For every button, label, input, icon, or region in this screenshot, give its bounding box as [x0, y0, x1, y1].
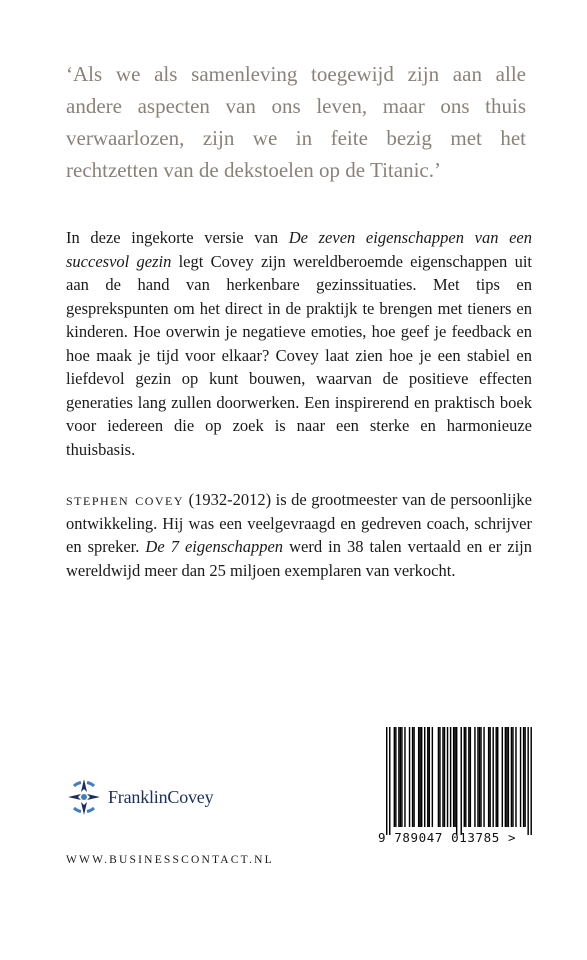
- barcode-bar: [474, 727, 475, 827]
- barcode-quiet-zone-mark: >: [508, 830, 517, 845]
- barcode-bar: [502, 727, 503, 827]
- barcode-bar: [404, 727, 405, 827]
- barcode-bar: [511, 727, 512, 827]
- barcode-bar: [488, 727, 489, 827]
- barcode-bar: [492, 727, 493, 827]
- barcode-bar: [465, 727, 466, 827]
- barcode-bar: [453, 727, 454, 827]
- website-url: WWW.BUSINESSCONTACT.NL: [66, 854, 274, 866]
- barcode-bar: [508, 727, 509, 827]
- barcode-bar: [523, 727, 524, 827]
- back-cover-quote: ‘Als we als samenleving toegewijd zijn aan alle andere aspecten van ons leven, maar ons thuis verwaarlozen, zijn we in feite bezig met het rechtzetten van de dekstoelen op de Titanic.’: [66, 62, 526, 182]
- barcode-image: [386, 727, 532, 845]
- barcode-bar: [418, 727, 419, 827]
- compass-icon: [66, 777, 102, 817]
- barcode-bar: [427, 727, 428, 827]
- barcode-bar: [439, 727, 440, 827]
- barcode-bar: [483, 727, 484, 827]
- barcode-bar: [456, 727, 457, 835]
- barcode-bar: [413, 727, 414, 827]
- barcode-bar: [421, 727, 422, 827]
- barcode-number: [378, 830, 544, 845]
- publisher-logo: [66, 775, 213, 819]
- author-name: stephen covey: [66, 490, 185, 509]
- author-bio-end: werd in 38 talen vertaald en er zijn wereldwijd meer dan 25 miljoen exemplaren van verkocht.: [66, 537, 532, 580]
- barcode-bar: [505, 727, 506, 827]
- barcode-bar: [479, 727, 480, 827]
- barcode-bar: [432, 727, 433, 827]
- barcode-bar: [419, 727, 420, 827]
- barcode-bar: [400, 727, 401, 827]
- description-text-start: In deze ingekorte versie van: [66, 228, 289, 247]
- barcode-bar: [480, 727, 481, 827]
- barcode-bar: [429, 727, 430, 827]
- barcode-bar: [497, 727, 498, 827]
- barcode-bar: [515, 727, 516, 827]
- barcode-bar: [424, 727, 425, 827]
- barcode-bar: [401, 727, 402, 827]
- barcode-bar: [447, 727, 448, 827]
- barcode-bar: [512, 727, 513, 827]
- barcode-bar: [386, 727, 387, 835]
- barcode-bar: [450, 727, 451, 827]
- barcode-bar: [468, 727, 469, 827]
- barcode-bar: [412, 727, 413, 827]
- barcode-bar: [442, 727, 443, 827]
- barcode-bar: [470, 727, 471, 827]
- author-book-title: De 7 eigenschappen: [145, 537, 284, 556]
- barcode-bar: [520, 727, 521, 827]
- barcode-bar: [524, 727, 525, 827]
- author-bio-start: (1932-2012) is de grootmeester van de persoonlijke ontwikkeling. Hij was een veelgevraagd en gedreven coach, schrijver en spreker.: [66, 490, 532, 556]
- barcode-bar: [438, 727, 439, 827]
- barcode-bar: [506, 727, 507, 827]
- barcode-bar: [489, 727, 490, 827]
- book-title-italic: De zeven eigenschappen van een succesvol gezin: [66, 228, 532, 271]
- barcode-bar: [461, 727, 462, 835]
- barcode-bar: [530, 727, 531, 835]
- barcode-bar: [496, 727, 497, 827]
- barcode-bar: [477, 727, 478, 827]
- barcode-bar: [527, 727, 528, 835]
- book-description: [66, 226, 532, 461]
- barcode-bar: [389, 727, 390, 835]
- description-text-end: legt Covey zijn wereldberoemde eigenschappen uit aan de hand van herkenbare gezinssituaties. Met tips en gesprekspunten om het direct in de praktijk te brengen met tieners en kinderen. Hoe overwin je negatieve emoties, hoe geef je feedback en hoe maak je tijd voor elkaar? Covey laat zien hoe je een stabiel en liefdevol gezin op kunt bouwen, waarvan de positieve effecten generaties lang zullen doorwerken. Een inspirerend en praktisch boek voor iedereen die op zoek is naar een sterke en harmonieuze thuisbasis.: [66, 251, 532, 459]
- barcode-bar: [394, 727, 395, 827]
- isbn-digits: 9 789047 013785: [378, 830, 500, 845]
- barcode-bar: [398, 727, 399, 827]
- barcode-bar: [444, 727, 445, 827]
- barcode-bar: [409, 727, 410, 827]
- barcode-bar: [395, 727, 396, 827]
- barcode-bar: [464, 727, 465, 827]
- publisher-logo-text: FranklinCovey: [108, 786, 214, 807]
- author-bio: [66, 488, 532, 582]
- barcode-bar: [454, 727, 455, 827]
